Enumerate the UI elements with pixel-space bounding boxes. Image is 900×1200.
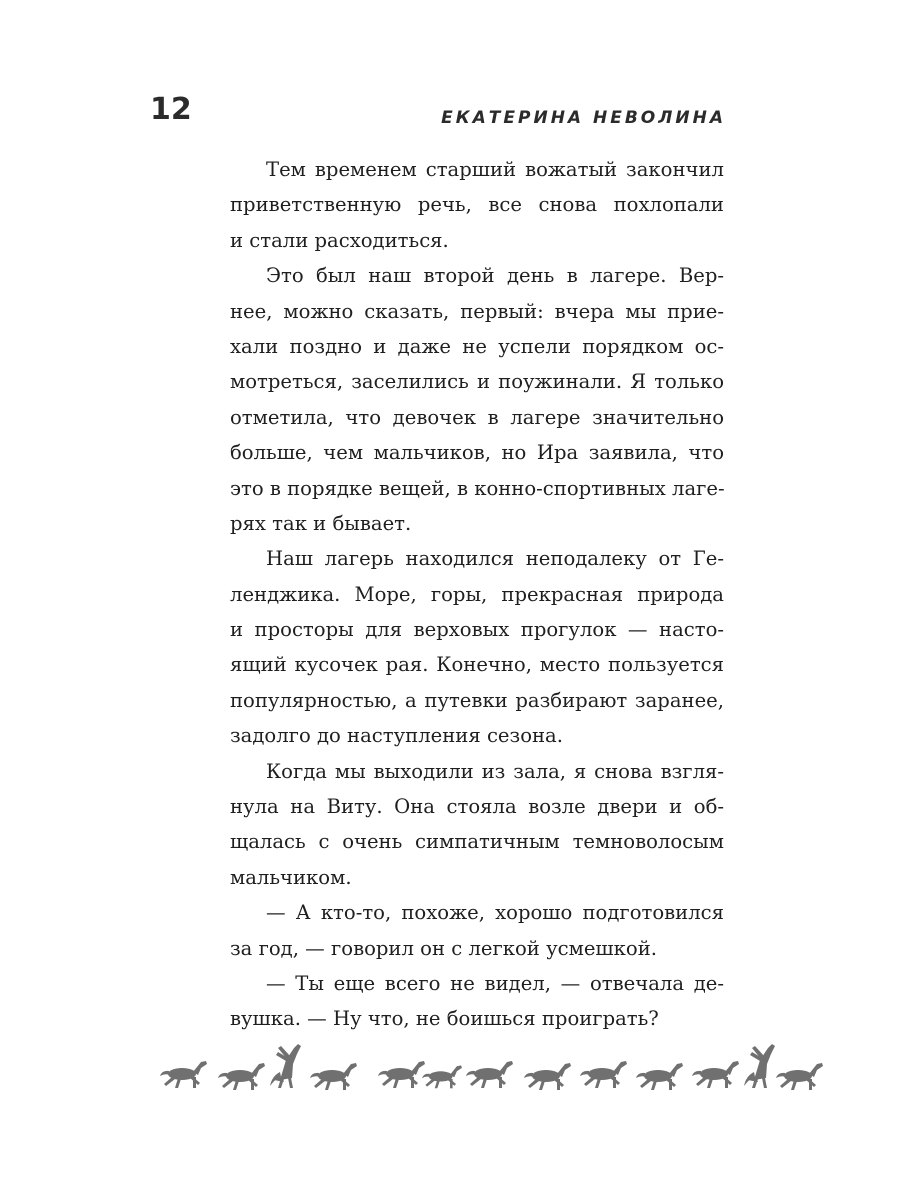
horse-ornament-border <box>160 1038 824 1094</box>
running-head-author: ЕКАТЕРИНА НЕВОЛИНА <box>441 108 726 128</box>
horse-silhouette-icon <box>524 1063 571 1090</box>
horse-silhouette-icon <box>270 1044 301 1088</box>
horse-silhouette-icon <box>580 1061 627 1088</box>
horse-silhouette-icon <box>310 1063 357 1090</box>
text-line: Наш лагерь находился неподалеку от Ге- <box>266 547 724 571</box>
text-line: задолго до наступления сезона. <box>230 724 563 748</box>
text-line: мотреться, заселились и поужинали. Я только <box>230 370 724 394</box>
text-line: нула на Виту. Она стояла возле двери и об- <box>230 795 724 819</box>
text-line: это в порядке вещей, в конно-спортивных лаге- <box>230 476 725 500</box>
text-line: отметила, что девочек в лагере значительно <box>230 405 724 429</box>
body-text <box>230 152 724 1037</box>
text-line: вушка. — Ну что, не боишься проиграть? <box>230 1007 659 1031</box>
text-line: Это был наш второй день в лагере. Вер- <box>266 264 724 288</box>
horse-silhouette-icon <box>218 1063 265 1090</box>
horse-silhouette-icon <box>160 1061 207 1088</box>
horse-silhouette-icon <box>466 1061 513 1088</box>
text-line: нее, можно сказать, первый: вчера мы прие- <box>230 299 724 323</box>
text-line: — А кто-то, похоже, хорошо подготовился <box>266 901 724 925</box>
text-line: приветственную речь, все снова похлопали <box>230 193 724 217</box>
horse-silhouette-icon <box>636 1063 683 1090</box>
text-line: популярностью, а путевки разбирают заранее, <box>230 688 724 712</box>
text-line: рях так и бывает. <box>230 511 412 535</box>
text-line: хали поздно и даже не успели порядком ос- <box>230 334 724 358</box>
horse-silhouette-icon <box>422 1065 462 1088</box>
text-line: — Ты еще всего не видел, — отвечала де- <box>266 971 724 995</box>
text-line: и стали расходиться. <box>230 228 449 252</box>
text-line: мальчиком. <box>230 865 352 889</box>
text-line: и просторы для верховых прогулок — насто- <box>230 618 724 642</box>
text-line: больше, чем мальчиков, но Ира заявила, что <box>230 441 724 465</box>
text-line: Тем временем старший вожатый закончил <box>266 158 724 181</box>
text-line: ленджика. Море, горы, прекрасная природа <box>230 582 724 606</box>
horse-silhouette-icon <box>692 1061 739 1088</box>
text-line: Когда мы выходили из зала, я снова взгля- <box>266 759 724 783</box>
page-number: 12 <box>150 92 192 127</box>
horse-silhouette-icon <box>776 1063 823 1090</box>
text-line: щалась с очень симпатичным темноволосым <box>230 830 724 854</box>
text-line: ящий кусочек рая. Конечно, место пользуется <box>230 653 724 677</box>
horse-silhouette-icon <box>378 1061 425 1088</box>
text-line: за год, — говорил он с легкой усмешкой. <box>230 936 657 960</box>
horse-silhouette-icon <box>744 1044 775 1088</box>
